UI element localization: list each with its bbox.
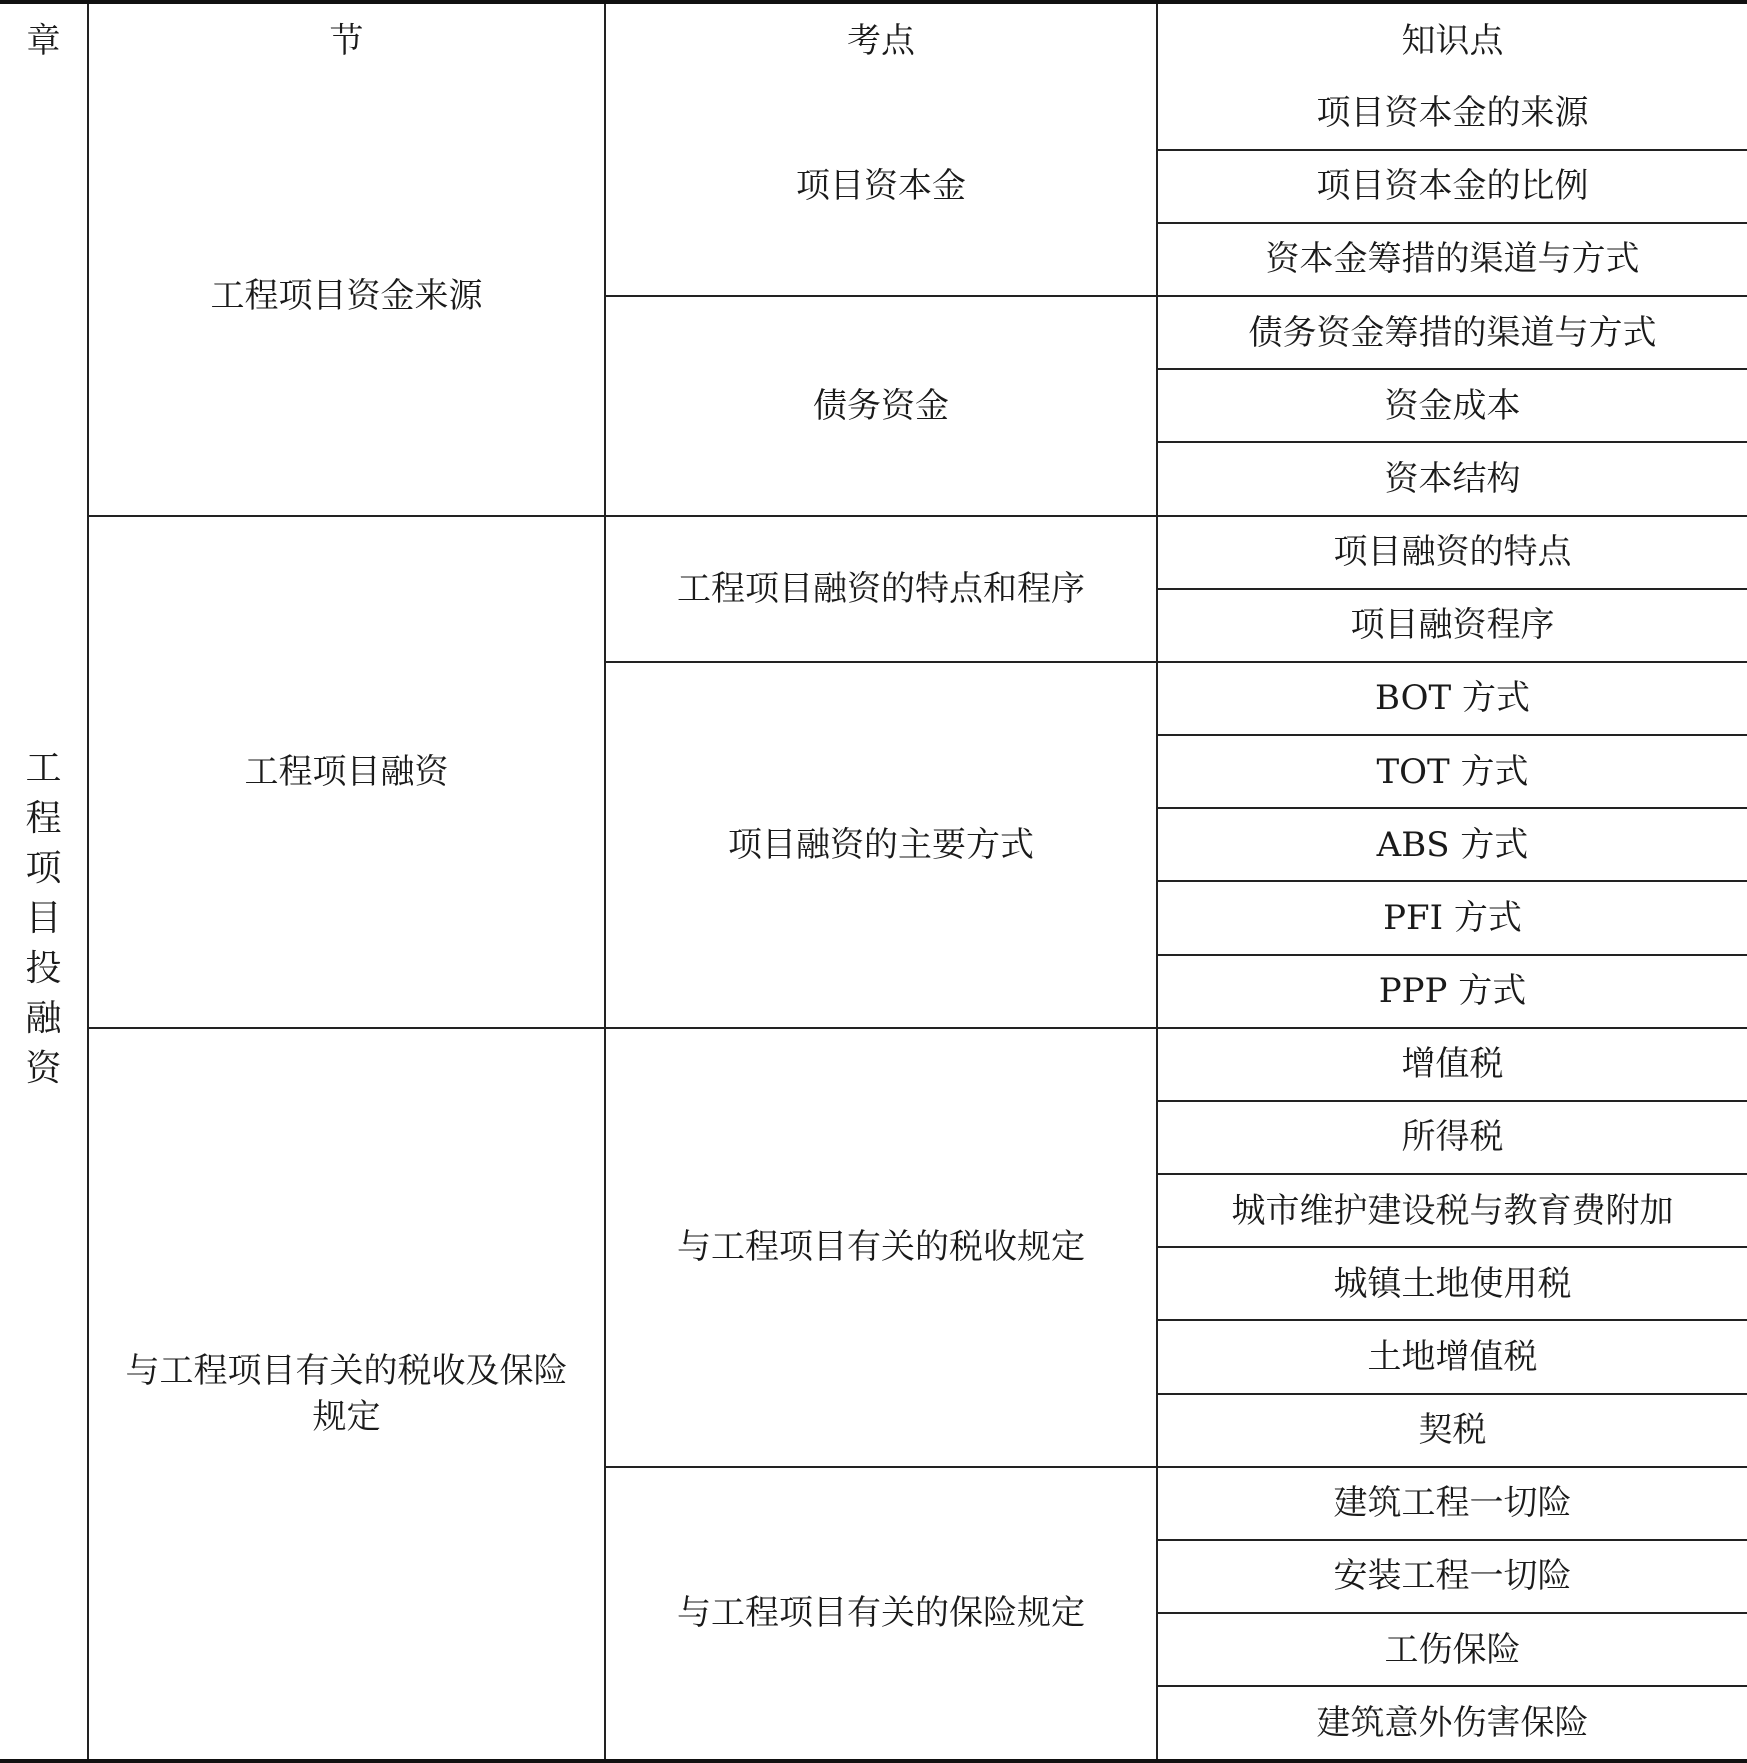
table-row bbox=[0, 1028, 1747, 1101]
chapter-title: 工程项目投融资 bbox=[25, 747, 62, 1089]
chapter-cell bbox=[0, 78, 88, 1761]
header-exam-point: 考点 bbox=[605, 2, 1157, 78]
knowledge-point-cell: PFI 方式 bbox=[1157, 881, 1747, 954]
knowledge-point-cell: 增值税 bbox=[1157, 1028, 1747, 1101]
knowledge-point-cell: 工伤保险 bbox=[1157, 1613, 1747, 1686]
header-chapter: 章 bbox=[0, 2, 88, 78]
knowledge-point-cell: BOT 方式 bbox=[1157, 662, 1747, 735]
table-row bbox=[0, 516, 1747, 589]
knowledge-point-cell: 建筑工程一切险 bbox=[1157, 1467, 1747, 1540]
knowledge-point-cell: 项目融资程序 bbox=[1157, 589, 1747, 662]
knowledge-point-cell: 项目资本金的比例 bbox=[1157, 150, 1747, 223]
section-cell: 工程项目资金来源 bbox=[88, 78, 605, 516]
knowledge-point-cell: 资本金筹措的渠道与方式 bbox=[1157, 223, 1747, 296]
knowledge-point-cell: PPP 方式 bbox=[1157, 955, 1747, 1028]
knowledge-point-cell: 所得税 bbox=[1157, 1101, 1747, 1174]
knowledge-point-cell: TOT 方式 bbox=[1157, 735, 1747, 808]
knowledge-point-cell: 城镇土地使用税 bbox=[1157, 1247, 1747, 1320]
exam-point-cell: 工程项目融资的特点和程序 bbox=[605, 516, 1157, 662]
knowledge-point-cell: 城市维护建设税与教育费附加 bbox=[1157, 1174, 1747, 1247]
exam-point-cell: 与工程项目有关的保险规定 bbox=[605, 1467, 1157, 1761]
header-section: 节 bbox=[88, 2, 605, 78]
exam-point-cell: 项目资本金 bbox=[605, 78, 1157, 296]
header-row bbox=[0, 2, 1747, 78]
exam-point-cell: 债务资金 bbox=[605, 296, 1157, 516]
knowledge-point-cell: 债务资金筹措的渠道与方式 bbox=[1157, 296, 1747, 369]
knowledge-point-cell: 资金成本 bbox=[1157, 369, 1747, 442]
exam-point-cell: 与工程项目有关的税收规定 bbox=[605, 1028, 1157, 1467]
knowledge-point-cell: 土地增值税 bbox=[1157, 1320, 1747, 1393]
section-cell: 与工程项目有关的税收及保险规定 bbox=[88, 1028, 605, 1761]
exam-point-cell: 项目融资的主要方式 bbox=[605, 662, 1157, 1028]
knowledge-point-cell: 资本结构 bbox=[1157, 442, 1747, 515]
knowledge-point-cell: 项目资本金的来源 bbox=[1157, 78, 1747, 150]
section-cell: 工程项目融资 bbox=[88, 516, 605, 1028]
table-row bbox=[0, 78, 1747, 150]
knowledge-point-cell: ABS 方式 bbox=[1157, 808, 1747, 881]
knowledge-point-cell: 项目融资的特点 bbox=[1157, 516, 1747, 589]
header-knowledge-point: 知识点 bbox=[1157, 2, 1747, 78]
knowledge-point-cell: 安装工程一切险 bbox=[1157, 1540, 1747, 1613]
knowledge-point-cell: 建筑意外伤害保险 bbox=[1157, 1686, 1747, 1761]
knowledge-point-cell: 契税 bbox=[1157, 1394, 1747, 1467]
